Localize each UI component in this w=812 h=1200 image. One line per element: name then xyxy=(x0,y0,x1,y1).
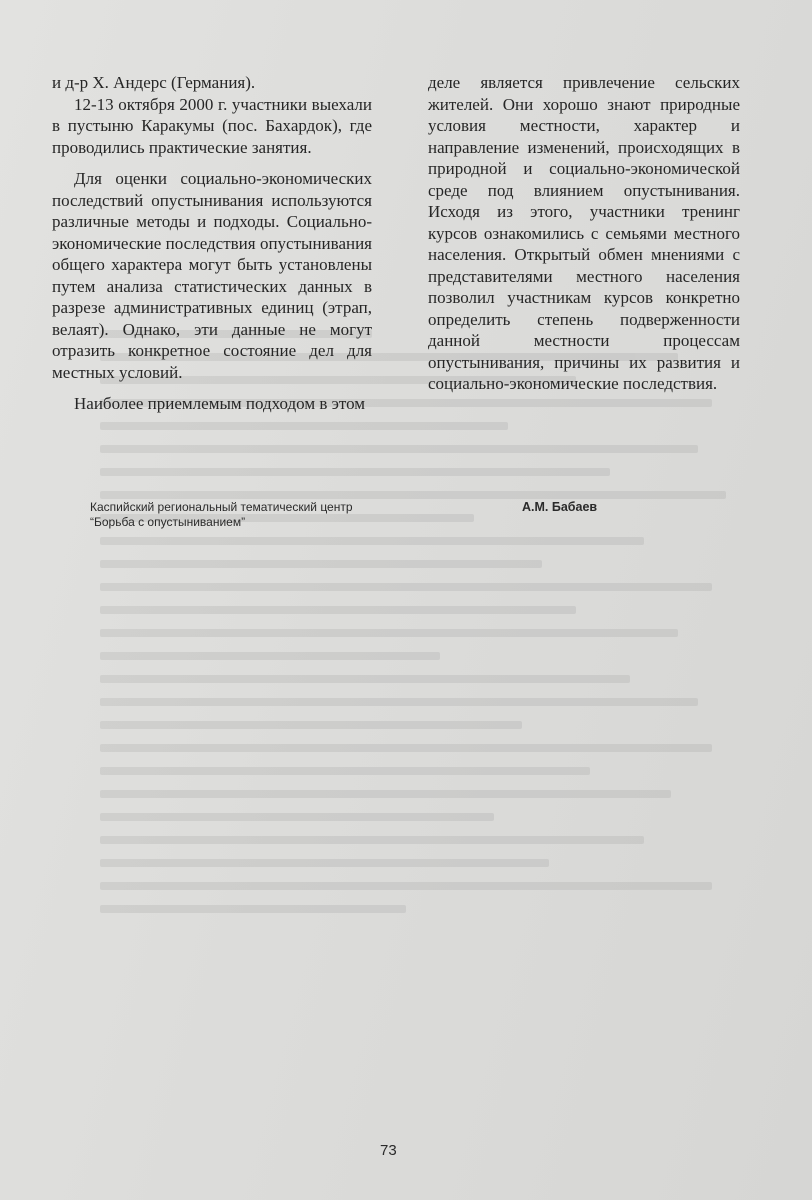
paragraph: Наиболее приемлемым подходом в этом xyxy=(74,394,366,413)
paragraph: Для оценки социально-экономических последствий опустынивания используются различные методы и подходы. Социально-экономические последствия опустынивания общего характера могут быть установлены путем анализа статистических данных в разрезе административных единиц (этрап, велаят). Однако, эти данные не могут отразить конкретное состояние дел для местных условий. xyxy=(52,169,372,382)
organization-line: “Борьба с опустыниванием” xyxy=(90,515,246,529)
page-number: 73 xyxy=(380,1142,397,1159)
left-column xyxy=(52,72,372,415)
bleed-through-text xyxy=(100,330,780,980)
paragraph: деле является привлечение сельских жителей. Они хорошо знают природные условия местности, характер и направление изменений, происходящих в природной и социально-экономической среде под влиянием опустынивания. Исходя из этого, участники тренинг курсов ознакомились с семьями местного населения. Открытый обмен мнениями с представителями местного населения позволил участникам курсов конкретно определить степень подверженности данной местности процессам опустынивания, причины их развития и социально-экономические последствия. xyxy=(428,73,740,393)
signature-author: А.М. Бабаев xyxy=(522,500,598,514)
organization-line: Каспийский региональный тематический центр xyxy=(90,500,353,514)
paragraph: и д-р Х. Андерс (Германия). xyxy=(52,73,256,92)
signature-organization xyxy=(90,500,353,530)
right-column xyxy=(428,72,740,395)
paragraph: 12-13 октября 2000 г. участники выехали в пустыню Каракумы (пос. Бахардок), где проводились практические занятия. xyxy=(52,94,372,157)
